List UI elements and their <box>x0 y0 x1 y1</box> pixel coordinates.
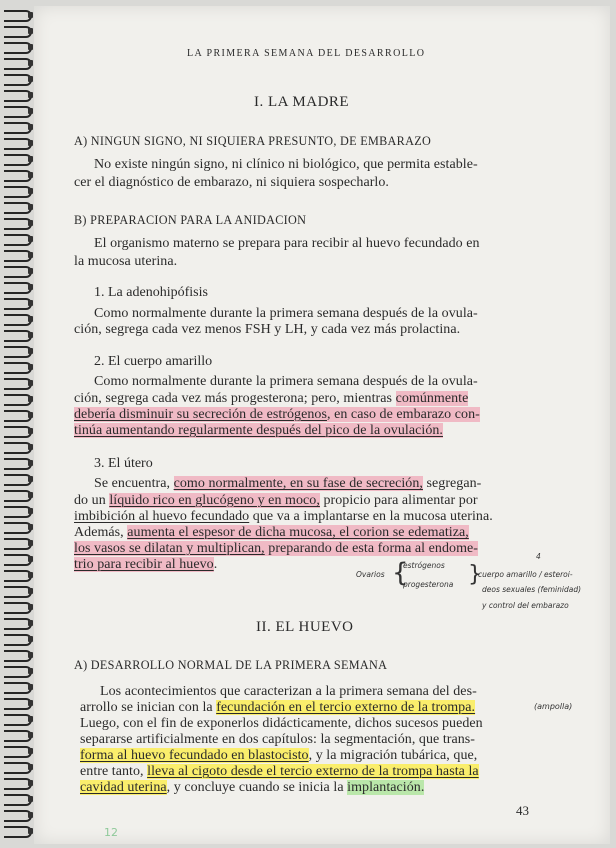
section-heading-a: A) NINGUN SIGNO, NI SIQUIERA PRESUNTO, DE EMBARAZO <box>74 134 432 148</box>
paragraph-c-line-2 <box>80 700 475 716</box>
handnote-ovarios: Ovarios <box>356 570 385 579</box>
binding-hole <box>28 156 33 162</box>
paragraph-3-line-6 <box>74 557 217 573</box>
underlined-text: imbibición al huevo fecundado <box>74 509 250 524</box>
binding-hole <box>28 396 33 402</box>
binding-hole <box>28 364 33 370</box>
chapter-title-la-madre: I. LA MADRE <box>254 94 350 110</box>
text-span: segregan- <box>422 476 482 491</box>
margin-mark: 12 <box>104 826 118 839</box>
binding-hole <box>28 284 33 290</box>
binding-hole <box>28 796 33 802</box>
paragraph-1-line-2: ción, segrega cada vez menos FSH y LH, y cada vez más prolactina. <box>74 322 461 337</box>
binding-hole <box>28 220 33 226</box>
binding-hole <box>28 412 33 418</box>
highlight-pink: debería disminuir su secreción de estrógenos <box>74 407 327 422</box>
binding-hole <box>28 316 33 322</box>
handnote-right-line-2: deos sexuales (feminidad) <box>482 585 582 594</box>
binding-hole <box>28 124 33 130</box>
binding-hole <box>28 508 33 514</box>
chapter-title-el-huevo: II. EL HUEVO <box>256 619 354 635</box>
binding-hole <box>28 252 33 258</box>
highlight-pink: preparando de esta forma al endome- <box>264 541 478 556</box>
handnote-right-line-3: y control del embarazo <box>482 601 569 610</box>
handnote-right-line-1: cuerpo amarillo / esteroi- <box>478 570 573 579</box>
highlight-pink: aumenta el espesor de dicha mucosa, el corion se edematiza, <box>127 525 469 540</box>
binding-hole <box>28 140 33 146</box>
binding-hole <box>28 620 33 626</box>
binding-hole <box>28 108 33 114</box>
text-span: que va a implantarse en la mucosa uterina. <box>249 509 493 524</box>
binding-hole <box>28 428 33 434</box>
paragraph-a-line-2: cer el diagnóstico de embarazo, ni siquiera sospecharlo. <box>74 175 389 190</box>
section-heading-c: A) DESARROLLO NORMAL DE LA PRIMERA SEMANA <box>74 658 388 672</box>
text-span: arrollo se inician con la <box>80 700 217 715</box>
binding-hole <box>28 92 33 98</box>
binding-hole <box>28 556 33 562</box>
binding-hole <box>28 300 33 306</box>
subheading-cuerpo-amarillo: 2. El cuerpo amarillo <box>94 354 213 369</box>
binding-hole <box>28 44 33 50</box>
handnote-progesterona: progesterona <box>403 580 454 589</box>
text-span: ción, segrega cada vez más progesterona; pero, mientras <box>74 391 396 406</box>
paragraph-3-line-4 <box>74 525 469 541</box>
text-span: . <box>213 557 218 572</box>
binding-hole <box>28 604 33 610</box>
brace-right-icon: } <box>468 562 482 587</box>
paragraph-3-line-2 <box>74 493 478 509</box>
text-span: Se encuentra, <box>94 476 174 491</box>
text-span: , y concluye cuando se inicia la <box>166 780 348 795</box>
highlight-pink: los vasos se dilatan y multiplican, <box>74 541 265 556</box>
paragraph-2-line-2 <box>74 391 468 407</box>
binding-hole <box>28 652 33 658</box>
paragraph-c-line-3: Luego, con el fin de exponerlos didácticamente, dichos sucesos pueden <box>80 716 483 731</box>
binding-hole <box>28 588 33 594</box>
binding-hole <box>28 172 33 178</box>
paragraph-3-line-5 <box>74 541 478 557</box>
binding-hole <box>28 236 33 242</box>
handnote-ampolla: (ampolla) <box>534 702 573 711</box>
highlight-pink: , en caso de embarazo con- <box>326 407 480 422</box>
paragraph-3-line-3 <box>74 509 493 525</box>
paragraph-b-line-1: El organismo materno se prepara para recibir al huevo fecundado en <box>94 236 480 251</box>
brace-left-icon: { <box>392 558 409 588</box>
binding-hole <box>28 748 33 754</box>
binding-hole <box>28 668 33 674</box>
highlight-pink: como normalmente, en su fase de secreción, <box>173 476 423 491</box>
binding-hole <box>28 764 33 770</box>
binding-hole <box>28 572 33 578</box>
binding-hole <box>28 636 33 642</box>
paragraph-c-line-1: Los acontecimientos que caracterizan a la primera semana del des- <box>100 684 477 699</box>
text-span: propicio para alimentar por <box>319 493 478 508</box>
paragraph-2-line-1: Como normalmente durante la primera semana después de la ovula- <box>94 374 478 389</box>
paragraph-3-line-1 <box>94 476 481 492</box>
highlight-pink: líquido rico en glucógeno y en moco, <box>109 493 320 508</box>
binding-hole <box>28 28 33 34</box>
handnote-estrogenos: estrógenos <box>403 561 445 570</box>
highlight-green: implantación. <box>347 780 425 795</box>
binding-hole <box>28 684 33 690</box>
paragraph-c-line-7 <box>80 780 424 796</box>
highlight-pink: tinúa aumentando regularmente después del pico de la ovulación. <box>74 423 443 438</box>
highlight-yellow: lleva al cigoto desde el tercio externo de la trompa hasta la <box>147 764 479 779</box>
paragraph-c-line-4: separarse artificialmente en dos capítulos: la segmentación, que trans- <box>80 732 476 747</box>
page-number: 43 <box>516 803 529 818</box>
binding-hole <box>28 476 33 482</box>
paragraph-c-line-5 <box>80 748 477 764</box>
subheading-utero: 3. El útero <box>94 456 153 471</box>
paragraph-2-line-3 <box>74 407 480 423</box>
subheading-adenohipofisis: 1. La adenohipófisis <box>94 285 208 300</box>
binding-hole <box>28 540 33 546</box>
binding-hole <box>28 828 33 834</box>
binding-hole <box>28 348 33 354</box>
text-span: Además, <box>74 525 128 540</box>
handnote-mark: 4 <box>536 552 541 561</box>
binding-hole <box>28 812 33 818</box>
text-span: do un <box>74 493 110 508</box>
binding-hole <box>28 60 33 66</box>
paragraph-a-line-1: No existe ningún signo, ni clínico ni biológico, que permita estable- <box>94 157 478 172</box>
paragraph-c-line-6 <box>80 764 479 780</box>
binding-hole <box>28 732 33 738</box>
binding-hole <box>28 380 33 386</box>
binding-hole <box>28 188 33 194</box>
binding-hole <box>28 524 33 530</box>
highlight-pink: trio para recibir al huevo <box>74 557 214 572</box>
binding-hole <box>28 700 33 706</box>
running-head: LA PRIMERA SEMANA DEL DESARROLLO <box>187 48 426 59</box>
binding-hole <box>28 332 33 338</box>
highlight-yellow: forma al huevo fecundado en blastocisto <box>80 748 309 763</box>
binding-hole <box>28 76 33 82</box>
binding-hole <box>28 492 33 498</box>
binding-hole <box>28 268 33 274</box>
binding-hole <box>28 460 33 466</box>
highlight-yellow: cavidad uterina <box>80 780 167 795</box>
text-span: , y la migración tubárica, que, <box>308 748 478 763</box>
binding-hole <box>28 780 33 786</box>
text-span: entre tanto, <box>80 764 148 779</box>
paragraph-b-line-2: la mucosa uterina. <box>74 254 178 269</box>
highlight-pink: comúnmente <box>395 391 469 406</box>
paragraph-1-line-1: Como normalmente durante la primera semana después de la ovula- <box>94 306 478 321</box>
highlight-yellow: fecundación en el tercio externo de la trompa. <box>216 700 476 715</box>
binding-hole <box>28 444 33 450</box>
binding-hole <box>28 204 33 210</box>
section-heading-b: B) PREPARACION PARA LA ANIDACION <box>74 213 307 227</box>
binding-hole <box>28 12 33 18</box>
binding-hole <box>28 716 33 722</box>
paragraph-2-line-4 <box>74 423 443 439</box>
